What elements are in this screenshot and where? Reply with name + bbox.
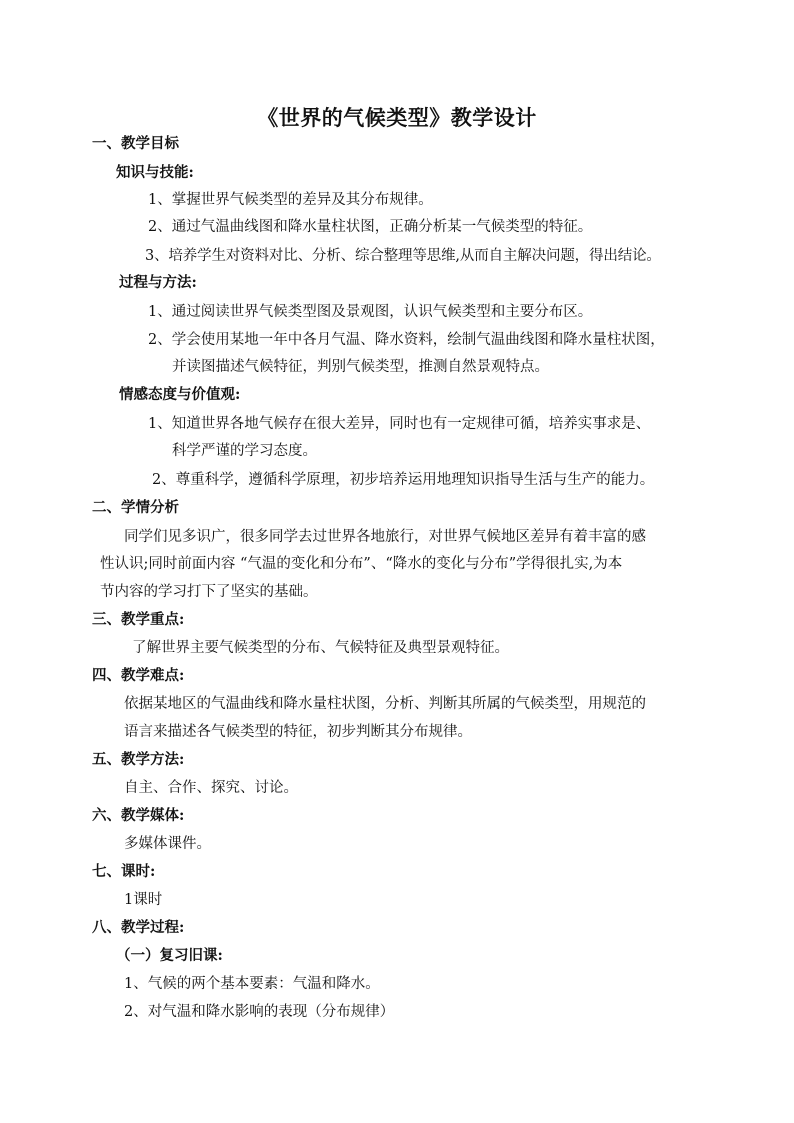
list-item: 3、培养学生对资料对比、分析、综合整理等思维,从而自主解决问题，得出结论。 [145, 248, 661, 264]
list-item: 2、通过气温曲线图和降水量柱状图，正确分析某一气候类型的特征。 [148, 219, 593, 235]
list-item: 1、掌握世界气候类型的差异及其分布规律。 [148, 192, 433, 208]
paragraph-line: 语言来描述各气候类型的特征，初步判断其分布规律。 [124, 724, 472, 740]
paragraph-line: 依据某地区的气温曲线和降水量柱状图，分析、判断其所属的气候类型，用规范的 [124, 696, 646, 712]
subheading-emotion: 情感态度与价值观: [119, 386, 241, 403]
paragraph-line: 自主、合作、探究、讨论。 [124, 780, 298, 796]
paragraph-line: 了解世界主要气候类型的分布、气候特征及典型景观特征。 [132, 640, 509, 656]
list-item-continuation: 并读图描述气候特征，判别气候类型，推测自然景观特点。 [172, 359, 549, 375]
subheading-process: 过程与方法: [119, 274, 197, 291]
section-heading-media: 六、教学媒体: [92, 807, 185, 824]
list-item: 2、尊重科学，遵循科学原理，初步培养运用地理知识指导生活与生产的能力。 [152, 472, 655, 488]
subheading-review: （一）复习旧课: [116, 947, 223, 964]
section-heading-analysis: 二、学情分析 [92, 499, 179, 516]
paragraph-line: 同学们见多识广，很多同学去过世界各地旅行，对世界气候地区差异有着丰富的感 [124, 529, 646, 545]
section-heading-objectives: 一、教学目标 [92, 135, 179, 152]
document-title: 《世界的气候类型》教学设计 [257, 105, 537, 130]
list-item: 1、知道世界各地气候存在很大差异，同时也有一定规律可循，培养实事求是、 [148, 416, 651, 432]
paragraph-line: 节内容的学习打下了坚实的基础。 [100, 584, 318, 600]
section-heading-periods: 七、课时: [92, 863, 156, 880]
list-item: 2、对气温和降水影响的表现（分布规律） [124, 1004, 395, 1020]
paragraph-line: 1课时 [124, 892, 163, 908]
subheading-knowledge: 知识与技能: [116, 164, 194, 181]
list-item-continuation: 科学严谨的学习态度。 [172, 443, 317, 459]
paragraph-line: 性认识;同时前面内容 “气温的变化和分布”、“降水的变化与分布”学得很扎实,为本 [100, 556, 623, 572]
paragraph-line: 多媒体课件。 [124, 836, 211, 852]
section-heading-keypoints: 三、教学重点: [92, 611, 185, 628]
list-item: 1、气候的两个基本要素：气温和降水。 [124, 976, 380, 992]
section-heading-methods: 五、教学方法: [92, 751, 185, 768]
section-heading-process: 八、教学过程: [92, 919, 185, 936]
list-item: 1、通过阅读世界气候类型图及景观图，认识气候类型和主要分布区。 [148, 304, 593, 320]
section-heading-difficulties: 四、教学难点: [92, 667, 185, 684]
list-item: 2、学会使用某地一年中各月气温、降水资料，绘制气温曲线图和降水量柱状图， [148, 332, 665, 348]
